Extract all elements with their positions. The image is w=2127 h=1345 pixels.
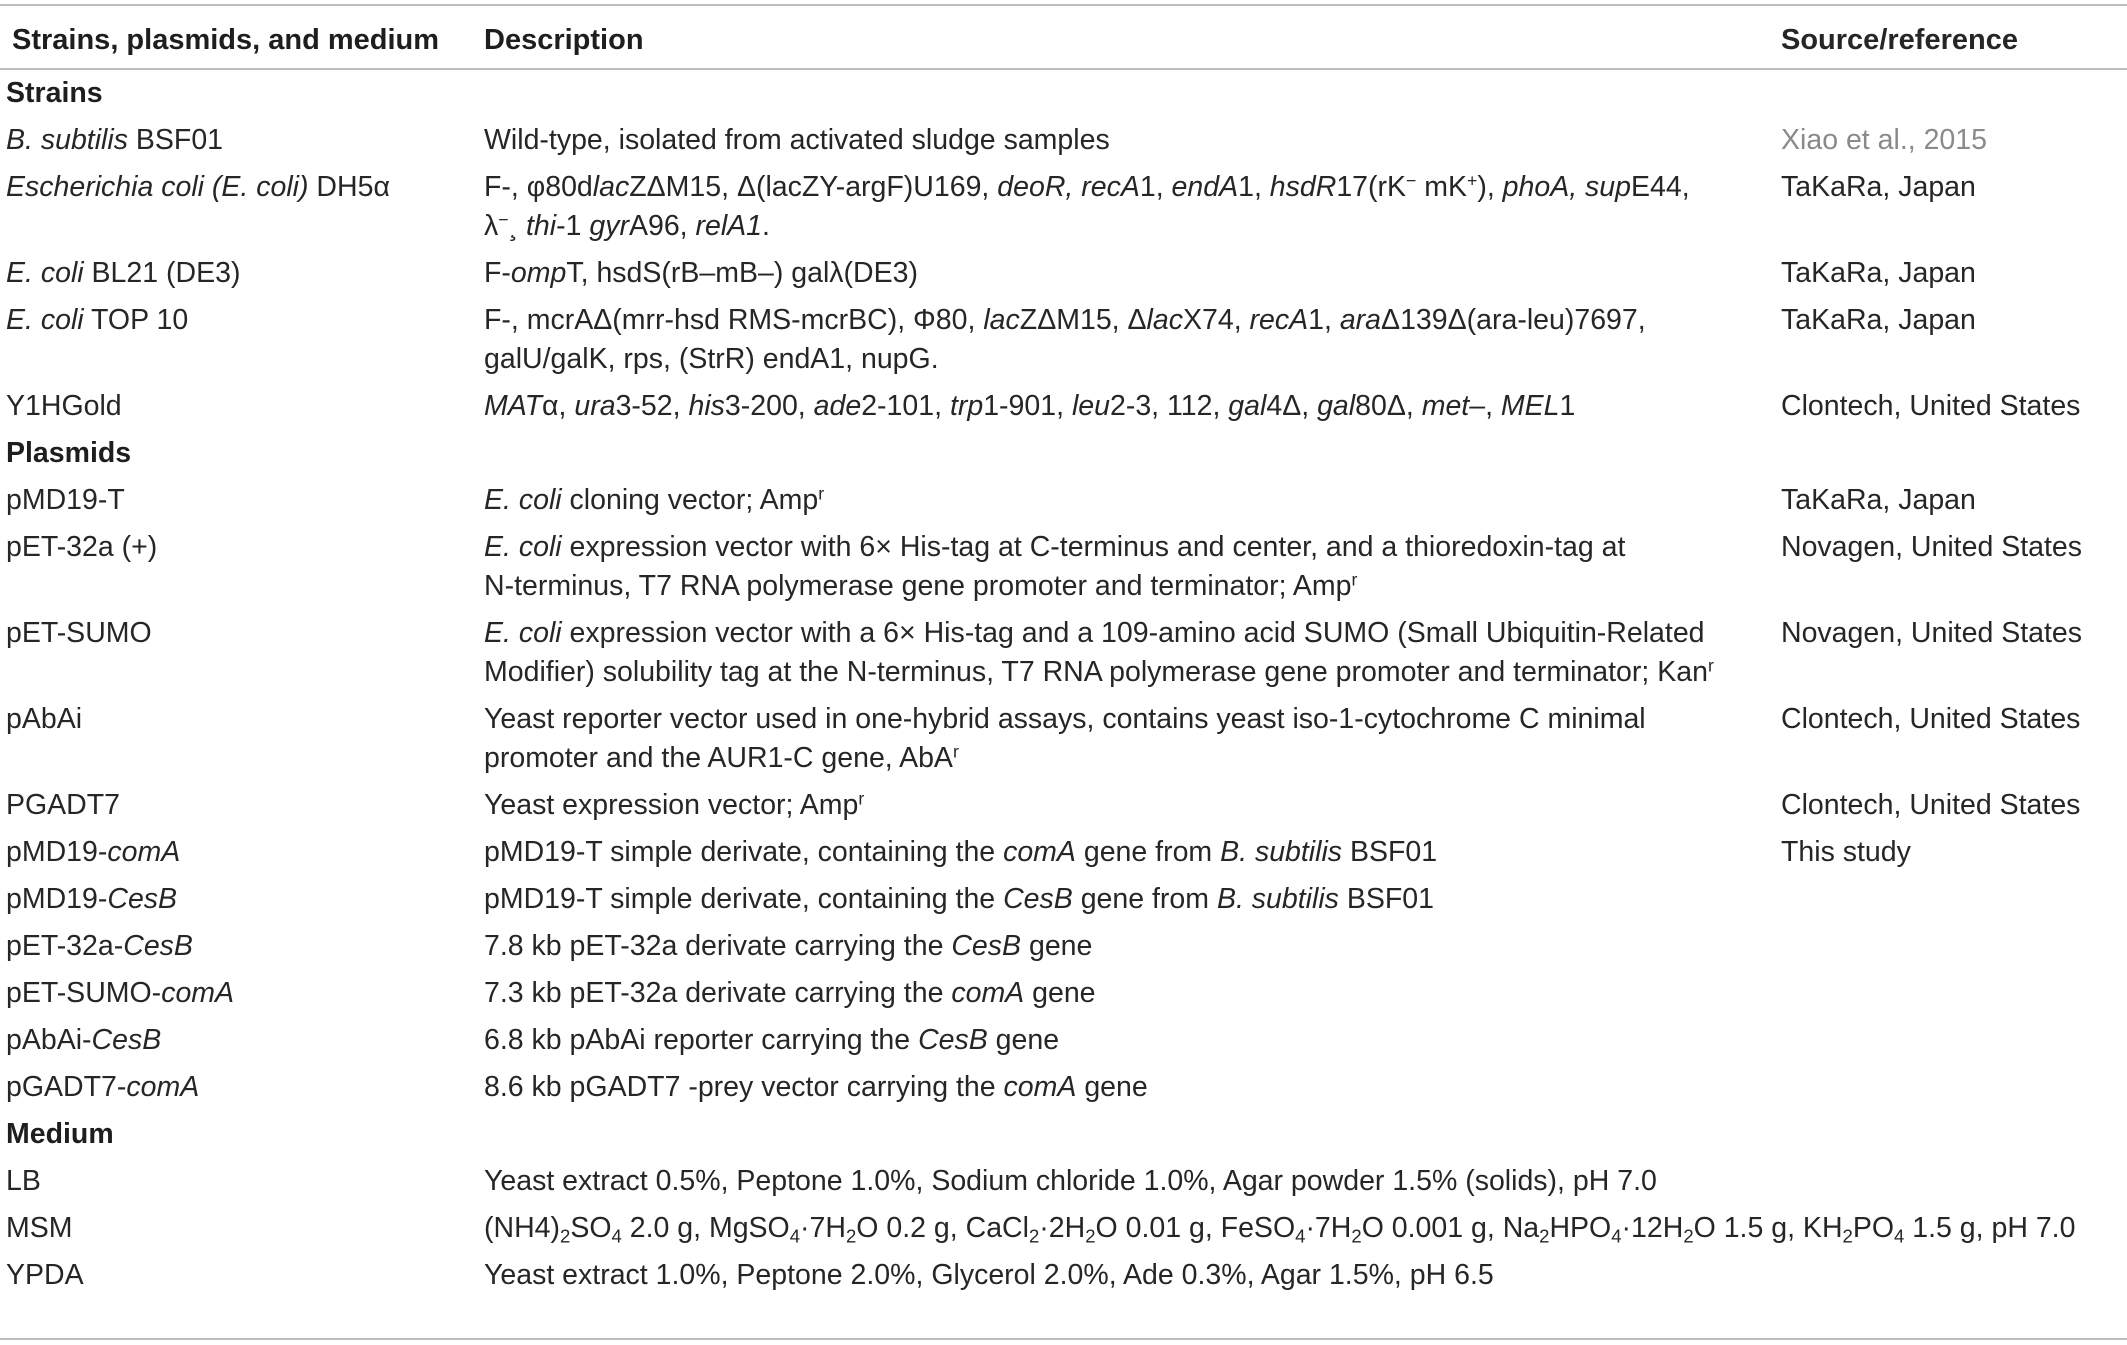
row-description: Yeast expression vector; Amp$^r$ [484,788,865,821]
row-source: This study [1781,836,1911,868]
table-row [0,524,2127,610]
row-name: pGADT7-comA [6,1071,200,1103]
row-description: pMD19-T simple derivate, containing the comA gene from B. subtilis BSF01 [484,836,1438,868]
row-source: Clontech, United States [1781,703,2081,735]
table-row [0,1252,2127,1299]
bottom-rule [0,1338,2127,1340]
row-description: MATα, ura3-52, his3-200, ade2-101, trp1-901, leu2-3, 112, gal4Δ, gal80Δ, met–, MEL1 [484,390,1576,422]
table-row [0,876,2127,923]
row-name: Escherichia coli (E. coli) DH5α [6,171,390,203]
table-row [0,1017,2127,1064]
top-rule [0,4,2127,6]
table-row [0,117,2127,164]
row-source: TaKaRa, Japan [1781,484,1976,516]
table-row [0,782,2127,829]
section-medium [0,1111,2127,1158]
row-source [1781,1256,2127,1295]
section-label: Strains [6,77,103,109]
row-description: F-, φ80dlacZΔM15, Δ(lacZY-argF)U169, deoR, recA1, endA1, hsdR17(rK− mK+), phoA, supE44, λ−¸ thi-1 gyrA96, relA1. [484,170,1690,242]
table-row [0,164,2127,250]
row-name: pET-32a (+) [6,531,158,563]
row-name: MSM [6,1212,73,1244]
row-name: pAbAi [6,703,83,735]
row-name: YPDA [6,1259,84,1291]
row-source: Novagen, United States [1781,531,2083,563]
table-row [0,923,2127,970]
table-row [0,250,2127,297]
table-row [0,970,2127,1017]
row-description: Yeast reporter vector used in one-hybrid assays, contains yeast iso-1-cytochrome C minimal promoter and the AUR1-C gene, AbA$^r$ [484,703,1646,774]
row-name: E. coli BL21 (DE3) [6,257,241,289]
row-source [1781,880,2127,919]
row-source [1781,1021,2127,1060]
row-description: F-ompT, hsdS(rB–mB–) galλ(DE3) [484,257,918,289]
row-source: TaKaRa, Japan [1781,171,1976,203]
header-strains-plasmids-medium: Strains, plasmids, and medium [12,24,440,56]
section-strains [0,70,2127,117]
row-name: B. subtilis BSF01 [6,124,224,156]
row-source [1781,1068,2127,1107]
row-description: $(NH4)_2SO_4$ 2.0 g, $MgSO_4\cdot 7H_2O$ 0.2 g, $CaCl_2\cdot 2H_2O$ 0.01 g, $FeSO_4\cdot 7H_2O$ 0.001 g, $Na_2HPO_4\cdot 12H_2O$ 1.5 g, $KH_2PO_4$ 1.5 g, pH 7.0 [484,1212,2076,1247]
table-row [0,610,2127,696]
row-description: E. coli expression vector with a 6× His-tag and a 109-amino acid SUMO (Small Ubiquitin-Related Modifier) solubility tag at the N-terminus, T7 RNA polymerase gene promoter and terminator; Kan$^r$ [484,617,1714,688]
table-row [0,297,2127,383]
row-name: Y1HGold [6,390,122,422]
row-description: F-, mcrAΔ(mrr-hsd RMS-mcrBC), Φ80, lacZΔM15, ΔlacX74, recA1, araΔ139Δ(ara-leu)7697, galU/galK, rps, (StrR) endA1, nupG. [484,304,1646,375]
row-name: pAbAi-CesB [6,1024,162,1056]
header-source-reference: Source/reference [1781,24,2018,56]
table-row [0,829,2127,876]
row-name: pMD19-comA [6,836,181,868]
row-source[interactable]: Xiao et al., 2015 [1781,124,1987,156]
row-source: Clontech, United States [1781,390,2081,422]
row-description: 7.3 kb pET-32a derivate carrying the comA gene [484,977,1096,1009]
row-name: pMD19-CesB [6,883,178,915]
section-plasmids [0,430,2127,477]
table-row [0,1158,2127,1205]
table-row [0,1064,2127,1111]
table-row [0,477,2127,524]
row-source [1781,974,2127,1013]
row-source: TaKaRa, Japan [1781,257,1976,289]
section-label: Plasmids [6,437,132,469]
row-name: E. coli TOP 10 [6,304,189,336]
row-source: Clontech, United States [1781,789,2081,821]
row-name: pMD19-T [6,484,125,516]
header-description: Description [484,24,644,56]
row-name: LB [6,1165,41,1197]
row-description: E. coli cloning vector; Amp$^r$ [484,483,825,516]
table-row [0,696,2127,782]
row-name: pET-32a-CesB [6,930,193,962]
section-label: Medium [6,1118,114,1150]
row-name: PGADT7 [6,789,121,821]
row-source [1781,1162,2127,1201]
row-name: pET-SUMO [6,617,152,649]
row-description: 8.6 kb pGADT7 -prey vector carrying the comA gene [484,1071,1148,1103]
table-body [0,70,2127,1299]
row-name: pET-SUMO-comA [6,977,235,1009]
row-description: Yeast extract 1.0%, Peptone 2.0%, Glycerol 2.0%, Ade 0.3%, Agar 1.5%, pH 6.5 [484,1259,1494,1291]
row-source [1781,1209,2127,1248]
row-source: Novagen, United States [1781,617,2083,649]
row-description: Wild-type, isolated from activated sludge samples [484,124,1110,156]
row-description: pMD19-T simple derivate, containing the CesB gene from B. subtilis BSF01 [484,883,1434,915]
row-source: TaKaRa, Japan [1781,304,1976,336]
row-description: 7.8 kb pET-32a derivate carrying the CesB gene [484,930,1093,962]
row-description: 6.8 kb pAbAi reporter carrying the CesB gene [484,1024,1060,1056]
row-description: E. coli expression vector with 6× His-tag at C-terminus and center, and a thioredoxin-tag at N-terminus, T7 RNA polymerase gene promoter and terminator; Amp$^r$ [484,531,1626,602]
table-row [0,383,2127,430]
row-source [1781,927,2127,966]
row-description: Yeast extract 0.5%, Peptone 1.0%, Sodium chloride 1.0%, Agar powder 1.5% (solids), pH 7.0 [484,1165,1657,1197]
table-row [0,1205,2127,1252]
